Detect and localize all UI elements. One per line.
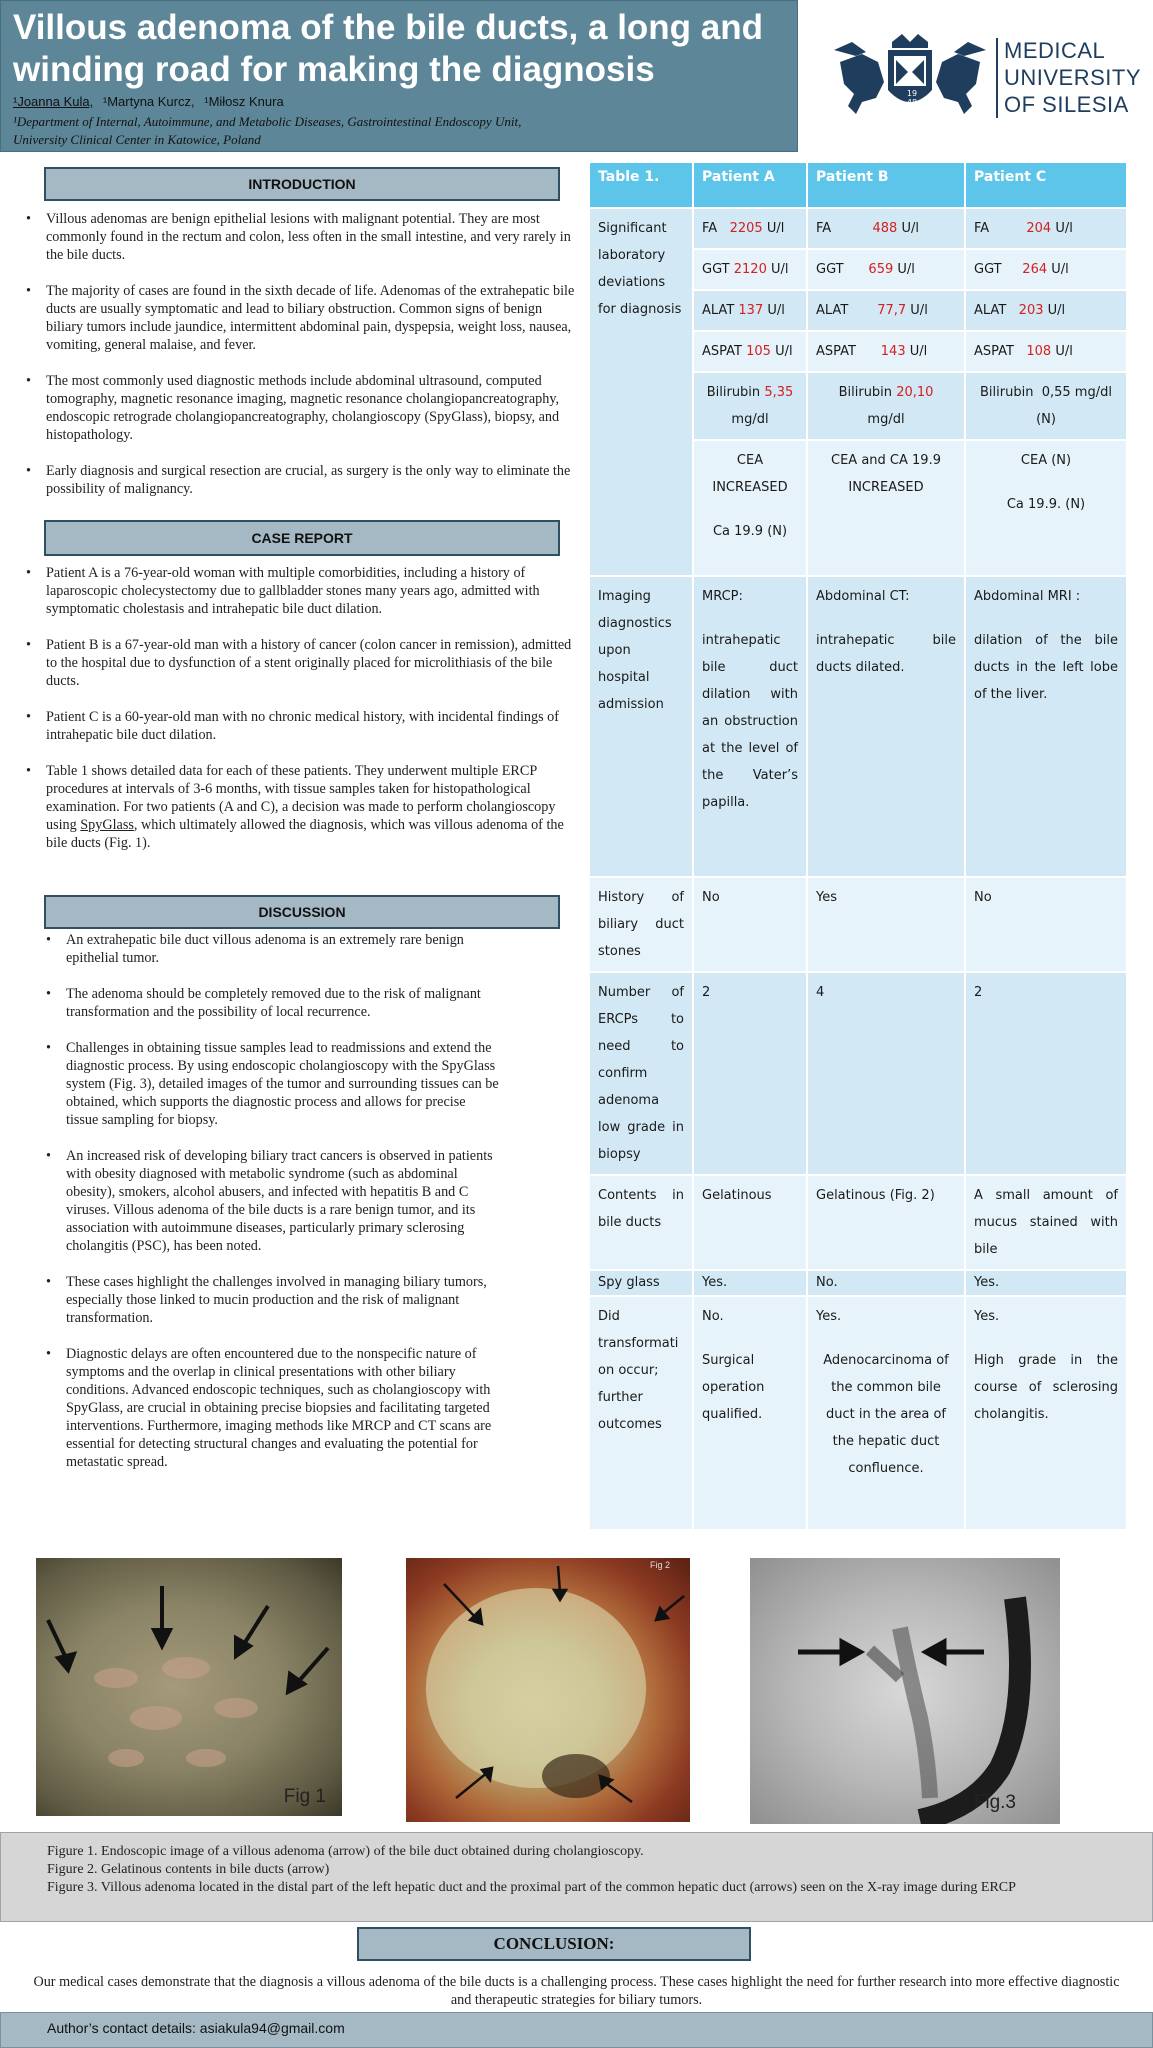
cell-contents-a: Gelatinous <box>694 1176 806 1269</box>
logo-divider <box>996 38 998 118</box>
cell-fa-c: FA 204 U/l <box>966 209 1126 248</box>
row-label-imaging: Imaging diagnostics upon hospital admission <box>590 577 692 876</box>
affiliation-line-1: ¹Department of Internal, Autoimmune, and Metabolic Diseases, Gastrointestinal Endoscopy Unit, <box>13 114 522 129</box>
author-2: ¹Martyna Kurcz, <box>102 94 195 109</box>
cell-imaging-b: Abdominal CT: intrahepatic bile ducts dilated. <box>808 577 964 876</box>
cell-markers-b: CEA and CA 19.9 INCREASED <box>808 441 964 575</box>
case-bullet-4-text: Table 1 shows detailed data for each of these patients. They underwent multiple ERCP procedures at intervals of 3-6 months, with tissue samples taken for histopathological examination. For two patients (A and C), a decision was made to perform cholangioscopy using <box>46 763 556 833</box>
disc-bullet-6: • Diagnostic delays are often encountered due to the nonspecific nature of symptoms and the overlap in clinical presentations with other biliary conditions. Advanced endoscopic techniques, such as cholangioscopy with SpyGlass, are crucial in obtaining precise biopsies and facilitating targeted interventions. Furthermore, imaging methods like MRCP and CT scans are essential for detecting structural changes and evaluating the potential for metastatic spread. <box>44 1345 500 1471</box>
introduction-heading: INTRODUCTION <box>44 167 560 201</box>
figure-2-overlay <box>406 1558 690 1822</box>
logo-line-1: MEDICAL <box>1004 38 1106 63</box>
cell-ggt-c: GGT 264 U/l <box>966 250 1126 289</box>
cell-imaging-a: MRCP: intrahepatic bile duct dilation with an obstruction at the level of the Vater’s papilla. <box>694 577 806 876</box>
logo-line-3: OF SILESIA <box>1004 92 1129 117</box>
contact-details: Author’s contact details: asiakula94@gmail.com <box>0 2012 1153 2048</box>
table-row-history <box>590 878 1126 971</box>
cell-fa-a: FA 2205 U/l <box>694 209 806 248</box>
poster-title: Villous adenoma of the bile ducts, a long and winding road for making the diagnosis <box>13 8 764 89</box>
case-report-list <box>24 564 576 870</box>
cell-bili-b: Bilirubin 20,10 mg/dl <box>808 373 964 439</box>
intro-bullet-2: • The majority of cases are found in the sixth decade of life. Adenomas of the extrahepatic bile ducts are usually symptomatic and lead to biliary obstruction. Common signs of benign biliary tumors include jaundice, intermittent abdominal pain, dyspepsia, weight loss, nausea, vomiting, general malaise, and fever. <box>24 282 576 354</box>
table-row-transformation <box>590 1297 1126 1529</box>
university-logo <box>800 0 1153 152</box>
griffin-emblem-icon <box>832 32 988 122</box>
emblem-year-bottom: 48 <box>906 98 918 107</box>
cell-bili-c: Bilirubin 0,55 mg/dl (N) <box>966 373 1126 439</box>
table-row-contents <box>590 1176 1126 1269</box>
row-label-history: History of biliary duct stones <box>590 878 692 971</box>
cell-spyglass-c: Yes. <box>966 1271 1126 1295</box>
spyglass-link[interactable]: SpyGlass <box>80 817 134 833</box>
row-label-lab: Significant laboratory deviations for diagnosis <box>590 209 692 575</box>
cell-alat-a: ALAT 137 U/l <box>694 291 806 330</box>
poster-header <box>0 0 798 152</box>
figure-1-label: Fig 1 <box>283 1786 326 1807</box>
disc-bullet-4: • An increased risk of developing biliary tract cancers is observed in patients with obesity diagnosed with metabolic syndrome (such as abdominal obesity), smokers, alcohol abusers, and infected with hepatitis B and C viruses. Villous adenoma of the bile ducts is a rare benign tumor, and its association with autoimmune diseases, particularly primary sclerosing cholangitis (PSC), has been noted. <box>44 1147 500 1255</box>
discussion-list <box>44 931 500 1489</box>
case-bullet-1: • Patient A is a 76-year-old woman with multiple comorbidities, including a history of laparoscopic cholecystectomy due to gallbladder stones many years ago, admitted with symptomatic cholestasis and intrahepatic bile duct dilation. <box>24 564 576 618</box>
cell-spyglass-a: Yes. <box>694 1271 806 1295</box>
cell-aspat-b: ASPAT 143 U/l <box>808 332 964 371</box>
cell-contents-c: A small amount of mucus stained with bile <box>966 1176 1126 1269</box>
cell-alat-b: ALAT 77,7 U/l <box>808 291 964 330</box>
cell-ercp-a: 2 <box>694 973 806 1174</box>
intro-bullet-4: • Early diagnosis and surgical resection are crucial, as surgery is the only way to eliminate the possibility of malignancy. <box>24 462 576 498</box>
logo-wordmark <box>1004 37 1141 118</box>
patient-table <box>588 161 1128 1551</box>
cell-bili-a: Bilirubin 5,35 mg/dl <box>694 373 806 439</box>
disc-bullet-2: • The adenoma should be completely removed due to the risk of malignant transformation and the possibility of local recurrence. <box>44 985 500 1021</box>
logo-line-2: UNIVERSITY <box>1004 65 1142 90</box>
figure-1-overlay <box>36 1558 342 1816</box>
conclusion-text: Our medical cases demonstrate that the diagnosis a villous adenoma of the bile ducts is a challenging process. These cases highlight the need for further research into more effective diagnostic and therapeutic strategies for biliary tumors. <box>33 1974 1120 2008</box>
cell-aspat-c: ASPAT 108 U/l <box>966 332 1126 371</box>
row-label-transformation: Did transformati on occur; further outcomes <box>590 1297 692 1529</box>
cell-markers-a: CEA INCREASED Ca 19.9 (N) <box>694 441 806 575</box>
conclusion-heading: CONCLUSION: <box>357 1927 751 1961</box>
emblem-year-top: 19 <box>906 89 918 98</box>
row-label-contents: Contents in bile ducts <box>590 1176 692 1269</box>
case-bullet-2: • Patient B is a 67-year-old man with a history of cancer (colon cancer in remission), admitted to the hospital due to dysfunction of a stent originally placed for microlithiasis of the bile ducts. <box>24 636 576 690</box>
table-header-cell: Patient B <box>808 163 964 207</box>
cell-alat-c: ALAT 203 U/l <box>966 291 1126 330</box>
table-header-cell: Table 1. <box>590 163 692 207</box>
cell-ercp-c: 2 <box>966 973 1126 1174</box>
cell-transform-c: Yes. High grade in the course of sclerosing cholangitis. <box>966 1297 1126 1529</box>
case-report-heading: CASE REPORT <box>44 520 560 556</box>
table-header-cell: Patient A <box>694 163 806 207</box>
author-list <box>13 94 290 109</box>
cell-imaging-c: Abdominal MRI : dilation of the bile ducts in the left lobe of the liver. <box>966 577 1126 876</box>
figure-1-cholangioscopy <box>36 1558 342 1816</box>
figure-2-gelatinous-contents <box>406 1558 690 1822</box>
caption-figure-2: Figure 2. Gelatinous contents in bile ducts (arrow) <box>47 1862 330 1877</box>
figure-3-label: Fig.3 <box>973 1792 1016 1813</box>
cell-fa-b: FA 488 U/l <box>808 209 964 248</box>
cell-spyglass-b: No. <box>808 1271 964 1295</box>
cell-transform-b: Yes. Adenocarcinoma of the common bile duct in the area of the hepatic duct confluence. <box>808 1297 964 1529</box>
disc-bullet-3: • Challenges in obtaining tissue samples lead to readmissions and extend the diagnostic process. By using endoscopic cholangioscopy with the SpyGlass system (Fig. 3), detailed images of the tumor and surrounding tissues can be obtained, which supports the diagnostic process and allows for precise tissue sampling for biopsy. <box>44 1039 500 1129</box>
table-header-cell: Patient C <box>966 163 1126 207</box>
cell-history-c: No <box>966 878 1126 971</box>
case-bullet-3: • Patient C is a 60-year-old man with no chronic medical history, with incidental findings of intrahepatic bile duct dilation. <box>24 708 576 744</box>
author-3: ¹Miłosz Knura <box>204 94 284 109</box>
cell-markers-c: CEA (N) Ca 19.9. (N) <box>966 441 1126 575</box>
caption-figure-1: Figure 1. Endoscopic image of a villous adenoma (arrow) of the bile duct obtained during cholangioscopy. <box>47 1844 644 1859</box>
affiliation-line-2: University Clinical Center in Katowice, Poland <box>13 132 261 147</box>
caption-figure-3: Figure 3. Villous adenoma located in the distal part of the left hepatic duct and the proximal part of the common hepatic duct (arrows) seen on the X-ray image during ERCP <box>47 1880 1016 1895</box>
introduction-list <box>24 210 576 516</box>
disc-bullet-1: • An extrahepatic bile duct villous adenoma is an extremely rare benign epithelial tumor. <box>44 931 500 967</box>
cell-ggt-a: GGT 2120 U/l <box>694 250 806 289</box>
table-row-fa <box>590 209 1126 248</box>
row-label-spyglass: Spy glass <box>590 1271 692 1295</box>
figure-3-ercp-xray <box>750 1558 1060 1824</box>
intro-bullet-3: • The most commonly used diagnostic methods include abdominal ultrasound, computed tomography, magnetic resonance imaging, magnetic resonance cholangiopancreatography, endoscopic retrograde cholangiopancreatography, cholangioscopy (SpyGlass), biopsy, and histopathology. <box>24 372 576 444</box>
cell-history-b: Yes <box>808 878 964 971</box>
author-1: ¹Joanna Kula, <box>13 94 94 109</box>
cell-ercp-b: 4 <box>808 973 964 1174</box>
row-label-ercp: Number of ERCPs to need to confirm adenoma low grade in biopsy <box>590 973 692 1174</box>
cell-aspat-a: ASPAT 105 U/l <box>694 332 806 371</box>
table-header-row <box>590 163 1126 207</box>
case-bullet-4-tail: , which ultimately allowed the diagnosis, which was villous adenoma of the bile ducts (Fig. 1). <box>46 817 564 851</box>
cell-transform-a: No. Surgical operation qualified. <box>694 1297 806 1529</box>
table-row-spyglass <box>590 1271 1126 1295</box>
affiliation <box>13 113 713 149</box>
table-row-ercp <box>590 973 1126 1174</box>
figure-2-label: Fig 2 <box>649 1560 670 1570</box>
figure-captions <box>0 1832 1153 1922</box>
case-bullet-4 <box>24 762 576 852</box>
cell-history-a: No <box>694 878 806 971</box>
table-row-imaging <box>590 577 1126 876</box>
disc-bullet-5: • These cases highlight the challenges involved in managing biliary tumors, especially those linked to mucin production and the risk of malignant transformation. <box>44 1273 500 1327</box>
figure-3-overlay <box>750 1558 1060 1824</box>
cell-contents-b: Gelatinous (Fig. 2) <box>808 1176 964 1269</box>
discussion-heading: DISCUSSION <box>44 895 560 929</box>
cell-ggt-b: GGT 659 U/l <box>808 250 964 289</box>
intro-bullet-1: • Villous adenomas are benign epithelial lesions with malignant potential. They are most commonly found in the rectum and colon, less often in the small intestine, and very rarely in the bile ducts. <box>24 210 576 264</box>
